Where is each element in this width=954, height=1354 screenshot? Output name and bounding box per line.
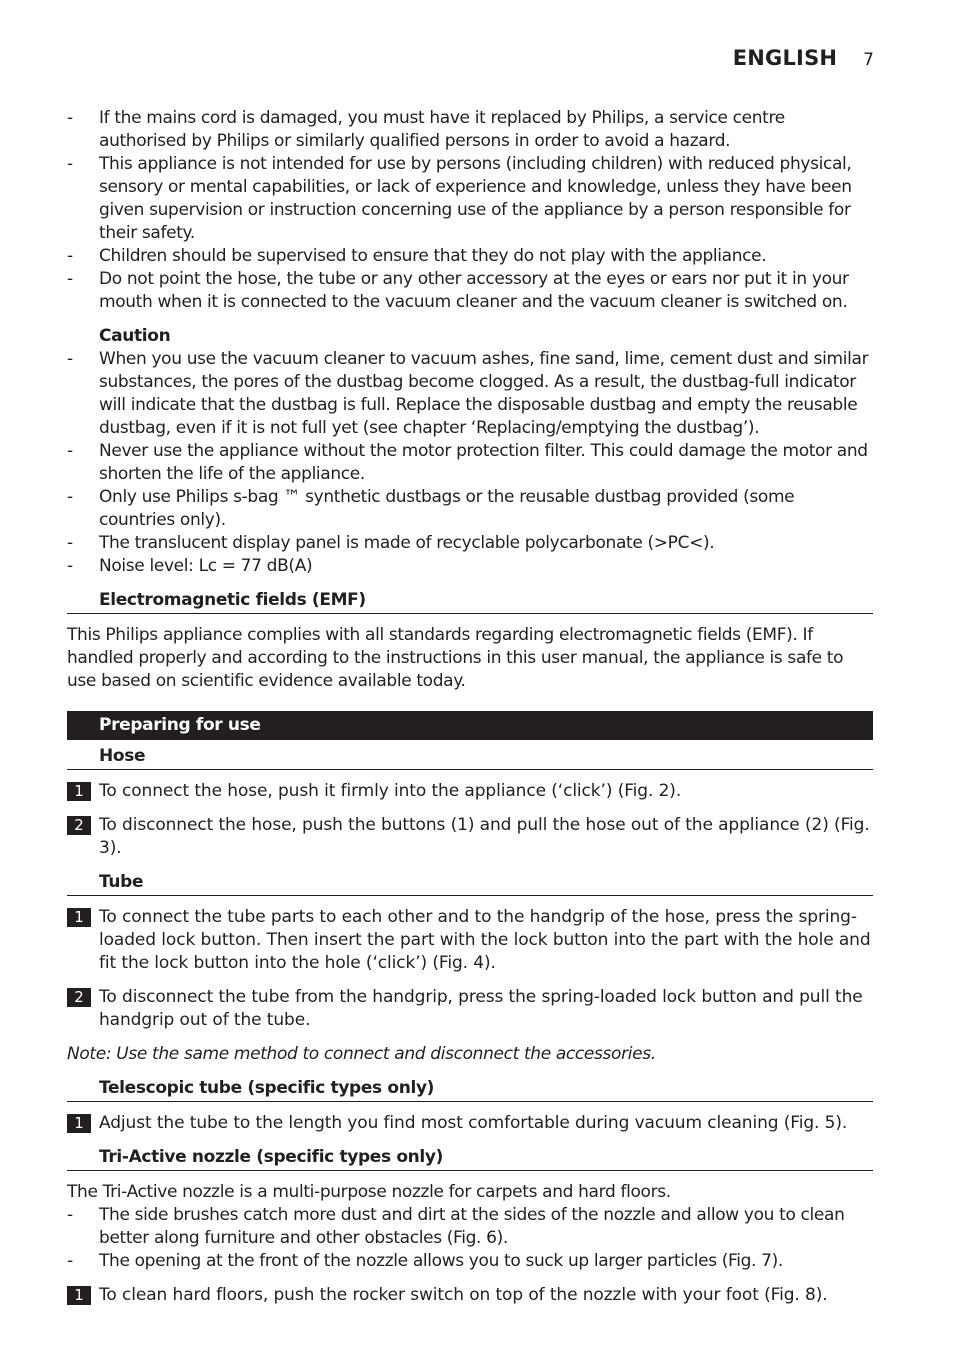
step-number: 2 bbox=[67, 988, 91, 1007]
note-text: Note: Use the same method to connect and disconnect the accessories. bbox=[67, 1044, 656, 1064]
list-item: - The translucent display panel is made of recyclable polycarbonate (>PC<). bbox=[67, 532, 873, 555]
emf-paragraph: This Philips appliance complies with all standards regarding electromagnetic fields (EMF). If handled properly and according to the instructions in this user manual, the appliance is safe to use based on scientific evidence available today. bbox=[67, 625, 844, 691]
warnings-list bbox=[67, 107, 873, 314]
telescopic-heading: Telescopic tube (specific types only) bbox=[67, 1077, 873, 1102]
caution-list bbox=[67, 348, 873, 578]
step-item bbox=[67, 814, 873, 860]
list-item: - Never use the appliance without the motor protection filter. This could damage the motor and shorten the life of the appliance. bbox=[67, 440, 873, 486]
list-item: - The opening at the front of the nozzle allows you to suck up larger particles (Fig. 7). bbox=[67, 1250, 873, 1273]
step-text: Adjust the tube to the length you find most comfortable during vacuum cleaning (Fig. 5). bbox=[99, 1113, 848, 1133]
list-item: - Only use Philips s-bag ™ synthetic dustbags or the reusable dustbag provided (some countries only). bbox=[67, 486, 873, 532]
triactive-heading: Tri-Active nozzle (specific types only) bbox=[67, 1146, 873, 1171]
step-text: To connect the tube parts to each other and to the handgrip of the hose, press the spring-loaded lock button. Then insert the part with the lock button into the part with the hole and fit the lock button into the hole (‘click’) (Fig. 4). bbox=[99, 907, 871, 973]
list-item: - If the mains cord is damaged, you must have it replaced by Philips, a service centre authorised by Philips or similarly qualified persons in order to avoid a hazard. bbox=[67, 107, 873, 153]
caution-heading: Caution bbox=[99, 326, 171, 346]
tube-heading: Tube bbox=[67, 871, 873, 896]
page-content bbox=[67, 107, 873, 1307]
step-text: To connect the hose, push it firmly into the appliance (‘click’) (Fig. 2). bbox=[99, 781, 682, 801]
hose-heading: Hose bbox=[67, 745, 873, 770]
page-header bbox=[733, 46, 874, 70]
step-item bbox=[67, 986, 873, 1032]
list-item: - Noise level: Lc = 77 dB(A) bbox=[67, 555, 873, 578]
list-item: - When you use the vacuum cleaner to vacuum ashes, fine sand, lime, cement dust and similar substances, the pores of the dustbag become clogged. As a result, the dustbag-full indicator will indicate that the dustbag is full. Replace the disposable dustbag and empty the reusable dustbag, even if it is not full yet (see chapter ‘Replacing/emptying the dustbag’). bbox=[67, 348, 873, 440]
step-item bbox=[67, 780, 873, 803]
page-number: 7 bbox=[863, 50, 874, 70]
step-text: To disconnect the hose, push the buttons (1) and pull the hose out of the appliance (2) (Fig. 3). bbox=[99, 815, 870, 858]
language-label: ENGLISH bbox=[732, 46, 838, 70]
list-item: - The side brushes catch more dust and dirt at the sides of the nozzle and allow you to clean better along furniture and other obstacles (Fig. 6). bbox=[67, 1204, 873, 1250]
step-item bbox=[67, 1284, 873, 1307]
step-item bbox=[67, 1112, 873, 1135]
step-number: 2 bbox=[67, 816, 91, 835]
triactive-intro: The Tri-Active nozzle is a multi-purpose nozzle for carpets and hard floors. bbox=[67, 1182, 671, 1202]
list-item: - This appliance is not intended for use by persons (including children) with reduced physical, sensory or mental capabilities, or lack of experience and knowledge, unless they have been given supervision or instruction concerning use of the appliance by a person responsible for their safety. bbox=[67, 153, 873, 245]
step-number: 1 bbox=[67, 908, 91, 927]
step-text: To clean hard floors, push the rocker switch on top of the nozzle with your foot (Fig. 8). bbox=[99, 1285, 828, 1305]
preparing-section-heading: Preparing for use bbox=[67, 711, 873, 740]
step-text: To disconnect the tube from the handgrip, press the spring-loaded lock button and pull the handgrip out of the tube. bbox=[99, 987, 863, 1030]
list-item: - Children should be supervised to ensure that they do not play with the appliance. bbox=[67, 245, 873, 268]
step-number: 1 bbox=[67, 1114, 91, 1133]
step-number: 1 bbox=[67, 782, 91, 801]
step-item bbox=[67, 906, 873, 975]
list-item: - Do not point the hose, the tube or any other accessory at the eyes or ears nor put it in your mouth when it is connected to the vacuum cleaner and the vacuum cleaner is switched on. bbox=[67, 268, 873, 314]
step-number: 1 bbox=[67, 1286, 91, 1305]
emf-heading: Electromagnetic fields (EMF) bbox=[67, 589, 873, 614]
